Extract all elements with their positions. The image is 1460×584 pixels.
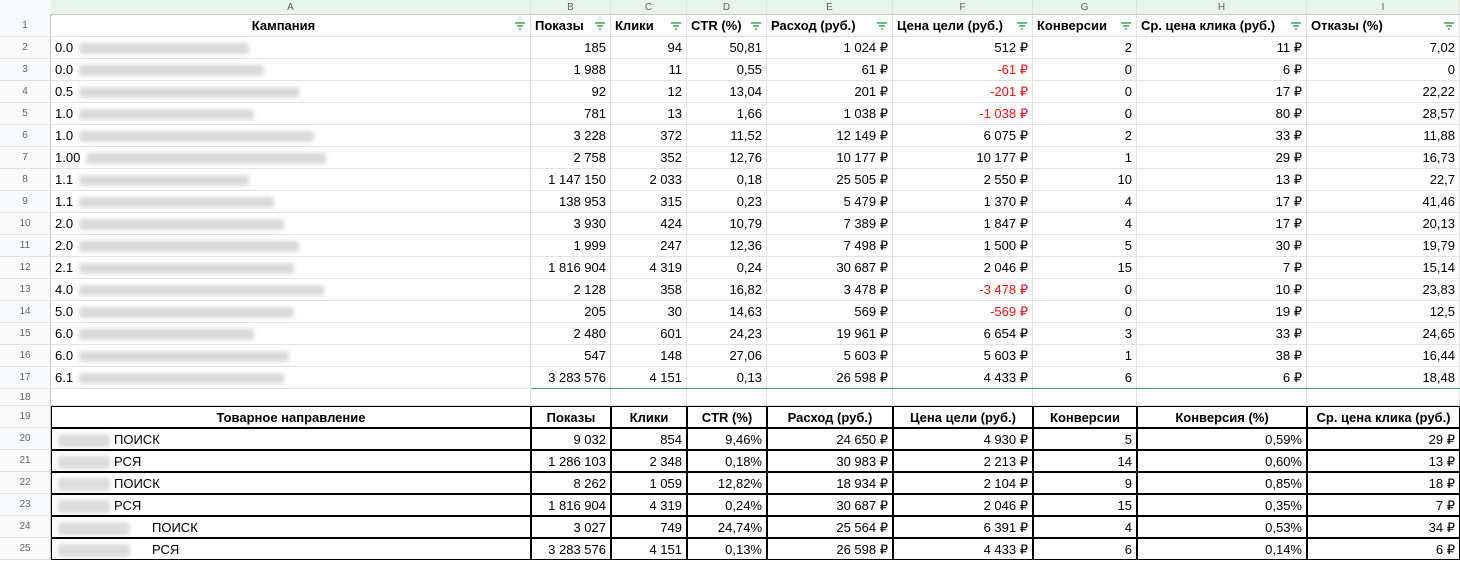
table2-cell[interactable]: 0,14% — [1137, 538, 1307, 560]
product-direction-cell[interactable] — [51, 494, 531, 516]
table2-cell[interactable]: 13 ₽ — [1307, 450, 1460, 472]
campaign-name-cell[interactable]: 1.0 — [51, 103, 531, 125]
table2-header-cell[interactable]: Расход (руб.) — [767, 406, 893, 428]
table2-cell[interactable]: 25 564 ₽ — [767, 516, 893, 538]
table1-cell[interactable]: 2 550 ₽ — [893, 169, 1033, 191]
product-channel-label: ПОИСК — [114, 432, 160, 447]
redacted-text — [58, 434, 110, 447]
table1-cell[interactable]: 0,55 — [687, 59, 767, 81]
table2-header-cell[interactable]: Показы — [531, 406, 611, 428]
table1-cell[interactable]: 16,44 — [1307, 345, 1460, 367]
table1-cell[interactable]: 7 ₽ — [1137, 257, 1307, 279]
table1-cell[interactable]: 23,83 — [1307, 279, 1460, 301]
campaign-name-cell[interactable]: 1.1 — [51, 169, 531, 191]
table1-cell[interactable]: 2 033 — [611, 169, 687, 191]
table1-cell[interactable]: 20,13 — [1307, 213, 1460, 235]
table1-cell[interactable]: 29 ₽ — [1137, 147, 1307, 169]
campaign-name-cell[interactable]: 4.0 — [51, 279, 531, 301]
table1-cell[interactable]: 30 — [611, 301, 687, 323]
table1-cell[interactable]: 33 ₽ — [1137, 125, 1307, 147]
row-header-9[interactable]: 9 — [0, 191, 51, 213]
table1-cell[interactable]: 3 930 — [531, 213, 611, 235]
redacted-text — [58, 456, 110, 469]
table2-cell[interactable]: 4 — [1033, 516, 1137, 538]
table1-cell[interactable]: 6 075 ₽ — [893, 125, 1033, 147]
table1-cell[interactable]: 4 433 ₽ — [893, 367, 1033, 389]
table1-header-cell[interactable]: Клики — [611, 15, 687, 37]
table1-cell[interactable]: 19 ₽ — [1137, 301, 1307, 323]
table1-cell[interactable]: 1 999 — [531, 235, 611, 257]
product-channel-label: РСЯ — [152, 542, 180, 557]
table2-cell[interactable]: 18 934 ₽ — [767, 472, 893, 494]
table1-cell[interactable]: 352 — [611, 147, 687, 169]
redacted-text — [58, 500, 110, 513]
table2-cell[interactable]: 6 391 ₽ — [893, 516, 1033, 538]
table1-cell[interactable]: 1 147 150 — [531, 169, 611, 191]
table2-cell[interactable]: 4 319 — [611, 494, 687, 516]
table1-cell[interactable]: -569 ₽ — [893, 301, 1033, 323]
table1-cell[interactable]: 50,81 — [687, 37, 767, 59]
table1-cell[interactable]: 1 988 — [531, 59, 611, 81]
table1-cell[interactable]: 26 598 ₽ — [767, 367, 893, 389]
column-header-c[interactable]: C — [611, 0, 687, 15]
table1-cell[interactable]: 6 — [1033, 367, 1137, 389]
row-header-16[interactable]: 16 — [0, 345, 51, 367]
redacted-text — [79, 263, 294, 274]
table1-cell[interactable]: 12,36 — [687, 235, 767, 257]
row-header-6[interactable]: 6 — [0, 125, 51, 147]
table2-header-cell[interactable]: Конверсия (%) — [1137, 406, 1307, 428]
product-channel-label: РСЯ — [114, 454, 142, 469]
table1-cell[interactable]: 30 687 ₽ — [767, 257, 893, 279]
redacted-text — [79, 373, 284, 384]
table2-cell[interactable]: 34 ₽ — [1307, 516, 1460, 538]
campaign-name-cell[interactable]: 5.0 — [51, 301, 531, 323]
redacted-text — [58, 544, 130, 557]
column-header-d[interactable]: D — [687, 0, 767, 15]
campaign-name-cell[interactable]: 1.00 — [51, 147, 531, 169]
redacted-text — [79, 65, 264, 76]
product-direction-cell[interactable] — [51, 516, 531, 538]
table1-cell[interactable]: -61 ₽ — [893, 59, 1033, 81]
table2-cell[interactable]: 4 930 ₽ — [893, 428, 1033, 450]
row-header-2[interactable]: 2 — [0, 37, 51, 59]
table2-cell[interactable]: 1 059 — [611, 472, 687, 494]
table1-cell[interactable]: 7 498 ₽ — [767, 235, 893, 257]
table1-cell[interactable]: 41,46 — [1307, 191, 1460, 213]
table2-cell[interactable]: 30 687 ₽ — [767, 494, 893, 516]
table1-cell[interactable]: 3 — [1033, 323, 1137, 345]
table2-cell[interactable]: 3 027 — [531, 516, 611, 538]
redacted-text — [79, 43, 249, 54]
table2-cell[interactable]: 0,18% — [687, 450, 767, 472]
row-header-14[interactable]: 14 — [0, 301, 51, 323]
table1-cell[interactable]: 0,24 — [687, 257, 767, 279]
row-header-11[interactable]: 11 — [0, 235, 51, 257]
table2-header-cell[interactable]: CTR (%) — [687, 406, 767, 428]
table1-cell[interactable]: 0 — [1033, 103, 1137, 125]
redacted-text — [79, 241, 299, 252]
select-all-corner[interactable] — [0, 0, 52, 16]
campaign-name-cell[interactable]: 6.0 — [51, 323, 531, 345]
table2-cell[interactable]: 9,46% — [687, 428, 767, 450]
table2-cell[interactable]: 14 — [1033, 450, 1137, 472]
table1-cell[interactable]: 61 ₽ — [767, 59, 893, 81]
table1-cell[interactable]: 22,22 — [1307, 81, 1460, 103]
table1-cell[interactable]: 0,18 — [687, 169, 767, 191]
table1-cell[interactable]: -1 038 ₽ — [893, 103, 1033, 125]
table1-cell[interactable]: 2 046 ₽ — [893, 257, 1033, 279]
table1-cell[interactable]: 6 ₽ — [1137, 367, 1307, 389]
table1-cell[interactable]: 7,02 — [1307, 37, 1460, 59]
filter-icon[interactable] — [1444, 22, 1454, 30]
table1-cell[interactable]: -201 ₽ — [893, 81, 1033, 103]
table1-cell[interactable]: 0 — [1033, 59, 1137, 81]
table1-cell[interactable]: 781 — [531, 103, 611, 125]
redacted-text — [79, 87, 299, 98]
table1-header-cell[interactable]: Расход (руб.) — [767, 15, 893, 37]
table1-cell[interactable]: 2 — [1033, 125, 1137, 147]
table1-cell[interactable]: 4 — [1033, 191, 1137, 213]
table1-cell[interactable]: 1 847 ₽ — [893, 213, 1033, 235]
table2-cell[interactable]: 0,35% — [1137, 494, 1307, 516]
table1-header-cell[interactable]: Показы — [531, 15, 611, 37]
table1-header-cell[interactable]: Цена цели (руб.) — [893, 15, 1033, 37]
table1-cell[interactable]: 315 — [611, 191, 687, 213]
table1-cell[interactable]: 13 — [611, 103, 687, 125]
table1-cell[interactable]: 12,5 — [1307, 301, 1460, 323]
table1-cell[interactable]: 1 024 ₽ — [767, 37, 893, 59]
table1-cell[interactable]: 16,73 — [1307, 147, 1460, 169]
filter-icon[interactable] — [671, 22, 681, 30]
row-header-25[interactable]: 25 — [0, 538, 51, 560]
table1-cell[interactable]: 0 — [1033, 301, 1137, 323]
table2-cell[interactable]: 2 213 ₽ — [893, 450, 1033, 472]
table1-cell[interactable]: 15,14 — [1307, 257, 1460, 279]
table1-cell[interactable]: -3 478 ₽ — [893, 279, 1033, 301]
table2-cell[interactable]: 0,53% — [1137, 516, 1307, 538]
table1-cell[interactable]: 16,82 — [687, 279, 767, 301]
product-direction-cell[interactable] — [51, 538, 531, 560]
empty-cell[interactable] — [767, 389, 893, 406]
table1-cell[interactable]: 148 — [611, 345, 687, 367]
table1-cell[interactable]: 12 149 ₽ — [767, 125, 893, 147]
empty-cell[interactable] — [611, 389, 687, 406]
table2-cell[interactable]: 0,13% — [687, 538, 767, 560]
table1-cell[interactable]: 92 — [531, 81, 611, 103]
table2-cell[interactable]: 24 650 ₽ — [767, 428, 893, 450]
row-header-20[interactable]: 20 — [0, 428, 51, 450]
filter-icon[interactable] — [595, 22, 605, 30]
campaign-name-cell[interactable]: 0.5 — [51, 81, 531, 103]
table1-cell[interactable]: 5 479 ₽ — [767, 191, 893, 213]
table1-cell[interactable]: 512 ₽ — [893, 37, 1033, 59]
campaign-name-cell[interactable]: 6.1 — [51, 367, 531, 389]
table2-cell[interactable]: 0,85% — [1137, 472, 1307, 494]
table2-cell[interactable]: 26 598 ₽ — [767, 538, 893, 560]
table2-header-cell[interactable]: Цена цели (руб.) — [893, 406, 1033, 428]
redacted-text — [79, 197, 274, 208]
table1-cell[interactable]: 205 — [531, 301, 611, 323]
table2-cell[interactable]: 0,59% — [1137, 428, 1307, 450]
campaign-name-cell[interactable]: 1.0 — [51, 125, 531, 147]
table1-cell[interactable]: 547 — [531, 345, 611, 367]
campaign-name-cell[interactable]: 1.1 — [51, 191, 531, 213]
empty-cell[interactable] — [1137, 389, 1307, 406]
table2-cell[interactable]: 1 816 904 — [531, 494, 611, 516]
table1-cell[interactable]: 13,04 — [687, 81, 767, 103]
table2-cell[interactable]: 2 046 ₽ — [893, 494, 1033, 516]
table1-header-cell[interactable]: CTR (%) — [687, 15, 767, 37]
table1-cell[interactable]: 569 ₽ — [767, 301, 893, 323]
table1-cell[interactable]: 12 — [611, 81, 687, 103]
redacted-text — [58, 522, 130, 535]
empty-cell[interactable] — [51, 389, 531, 406]
row-header-12[interactable]: 12 — [0, 257, 51, 279]
table2-cell[interactable]: 0,24% — [687, 494, 767, 516]
table1-cell[interactable]: 358 — [611, 279, 687, 301]
table1-cell[interactable]: 18,48 — [1307, 367, 1460, 389]
filter-icon[interactable] — [877, 22, 887, 30]
row-header-4[interactable]: 4 — [0, 81, 51, 103]
filter-icon[interactable] — [1291, 22, 1301, 30]
table2-cell[interactable]: 749 — [611, 516, 687, 538]
table1-cell[interactable]: 10 177 ₽ — [893, 147, 1033, 169]
table1-cell[interactable]: 12,76 — [687, 147, 767, 169]
table1-cell[interactable]: 2 — [1033, 37, 1137, 59]
filter-icon[interactable] — [515, 22, 525, 30]
table1-cell[interactable]: 4 319 — [611, 257, 687, 279]
table1-cell[interactable]: 13 ₽ — [1137, 169, 1307, 191]
table2-cell[interactable]: 24,74% — [687, 516, 767, 538]
table1-cell[interactable]: 5 — [1033, 235, 1137, 257]
table2-cell[interactable]: 9 032 — [531, 428, 611, 450]
table1-header-cell[interactable]: Кампания — [51, 15, 531, 37]
table1-cell[interactable]: 17 ₽ — [1137, 191, 1307, 213]
table1-header-cell[interactable]: Отказы (%) — [1307, 15, 1460, 37]
empty-cell[interactable] — [1033, 389, 1137, 406]
table1-cell[interactable]: 1 — [1033, 147, 1137, 169]
table1-cell[interactable]: 14,63 — [687, 301, 767, 323]
table2-cell[interactable]: 15 — [1033, 494, 1137, 516]
table2-header-cell[interactable]: Ср. цена клика (руб.) — [1307, 406, 1460, 428]
product-direction-cell[interactable] — [51, 450, 531, 472]
row-header-17[interactable]: 17 — [0, 367, 51, 389]
table2-cell[interactable]: 8 262 — [531, 472, 611, 494]
table2-cell[interactable]: 4 433 ₽ — [893, 538, 1033, 560]
table2-cell[interactable]: 2 104 ₽ — [893, 472, 1033, 494]
product-direction-cell[interactable] — [51, 428, 531, 450]
row-header-19[interactable]: 19 — [0, 406, 51, 428]
redacted-text — [79, 131, 314, 142]
table1-cell[interactable]: 0 — [1033, 279, 1137, 301]
table2-cell[interactable]: 30 983 ₽ — [767, 450, 893, 472]
table2-cell[interactable]: 18 ₽ — [1307, 472, 1460, 494]
table1-cell[interactable]: 372 — [611, 125, 687, 147]
redacted-text — [79, 351, 289, 362]
row-header-21[interactable]: 21 — [0, 450, 51, 472]
table1-cell[interactable]: 0,13 — [687, 367, 767, 389]
row-header-23[interactable]: 23 — [0, 494, 51, 516]
filter-icon[interactable] — [751, 22, 761, 30]
row-header-7[interactable]: 7 — [0, 147, 51, 169]
campaign-name-cell[interactable]: 2.0 — [51, 213, 531, 235]
table2-cell[interactable]: 4 151 — [611, 538, 687, 560]
table1-header-cell[interactable]: Конверсии — [1033, 15, 1137, 37]
table2-header-cell[interactable]: Товарное направление — [51, 406, 531, 428]
table2-cell[interactable]: 2 348 — [611, 450, 687, 472]
column-header-f[interactable]: F — [893, 0, 1033, 15]
row-header-10[interactable]: 10 — [0, 213, 51, 235]
table1-cell[interactable]: 6 ₽ — [1137, 59, 1307, 81]
redacted-text — [79, 329, 254, 340]
table2-cell[interactable]: 12,82% — [687, 472, 767, 494]
table1-cell[interactable]: 6 654 ₽ — [893, 323, 1033, 345]
table1-cell[interactable]: 1 816 904 — [531, 257, 611, 279]
table1-cell[interactable]: 5 603 ₽ — [767, 345, 893, 367]
column-header-b[interactable]: B — [531, 0, 611, 15]
table1-cell[interactable]: 19,79 — [1307, 235, 1460, 257]
empty-cell[interactable] — [531, 389, 611, 406]
table1-cell[interactable]: 15 — [1033, 257, 1137, 279]
table1-cell[interactable]: 22,7 — [1307, 169, 1460, 191]
table1-cell[interactable]: 19 961 ₽ — [767, 323, 893, 345]
row-header-5[interactable]: 5 — [0, 103, 51, 125]
table1-cell[interactable]: 424 — [611, 213, 687, 235]
product-channel-label: ПОИСК — [114, 476, 160, 491]
table1-cell[interactable]: 80 ₽ — [1137, 103, 1307, 125]
table1-cell[interactable]: 2 480 — [531, 323, 611, 345]
redacted-text — [79, 285, 324, 296]
empty-cell[interactable] — [687, 389, 767, 406]
table1-cell[interactable]: 17 ₽ — [1137, 81, 1307, 103]
campaign-name-cell[interactable]: 2.0 — [51, 235, 531, 257]
table1-cell[interactable]: 3 228 — [531, 125, 611, 147]
table2-cell[interactable]: 6 — [1033, 538, 1137, 560]
redacted-text — [58, 478, 110, 491]
table1-cell[interactable]: 3 283 576 — [531, 367, 611, 389]
row-header-15[interactable]: 15 — [0, 323, 51, 345]
table2-cell[interactable]: 9 — [1033, 472, 1137, 494]
campaign-name-cell[interactable]: 6.0 — [51, 345, 531, 367]
redacted-text — [79, 307, 294, 318]
redacted-text — [79, 175, 249, 186]
table1-cell[interactable]: 138 953 — [531, 191, 611, 213]
table1-cell[interactable]: 0,23 — [687, 191, 767, 213]
column-header-i[interactable]: I — [1307, 0, 1460, 15]
table1-cell[interactable]: 11,88 — [1307, 125, 1460, 147]
table1-cell[interactable]: 30 ₽ — [1137, 235, 1307, 257]
table1-cell[interactable]: 11 ₽ — [1137, 37, 1307, 59]
table2-header-cell[interactable]: Клики — [611, 406, 687, 428]
table1-cell[interactable]: 10 — [1033, 169, 1137, 191]
table1-cell[interactable]: 1 — [1033, 345, 1137, 367]
table2-cell[interactable]: 5 — [1033, 428, 1137, 450]
empty-cell[interactable] — [893, 389, 1033, 406]
table2-cell[interactable]: 854 — [611, 428, 687, 450]
campaign-name-cell[interactable]: 0.0 — [51, 37, 531, 59]
table1-cell[interactable]: 24,23 — [687, 323, 767, 345]
row-header-13[interactable]: 13 — [0, 279, 51, 301]
table1-cell[interactable]: 10 ₽ — [1137, 279, 1307, 301]
redacted-text — [79, 109, 254, 120]
table1-cell[interactable]: 11,52 — [687, 125, 767, 147]
row-header-24[interactable]: 24 — [0, 516, 51, 538]
row-header-18[interactable]: 18 — [0, 389, 51, 406]
table1-cell[interactable]: 17 ₽ — [1137, 213, 1307, 235]
campaign-name-cell[interactable]: 0.0 — [51, 59, 531, 81]
campaign-name-cell[interactable]: 2.1 — [51, 257, 531, 279]
table1-cell[interactable]: 11 — [611, 59, 687, 81]
table1-cell[interactable]: 10,79 — [687, 213, 767, 235]
table1-cell[interactable]: 1,66 — [687, 103, 767, 125]
product-channel-label: ПОИСК — [152, 520, 198, 535]
table1-cell[interactable]: 601 — [611, 323, 687, 345]
table1-cell[interactable]: 3 478 ₽ — [767, 279, 893, 301]
table2-header-cell[interactable]: Конверсии — [1033, 406, 1137, 428]
row-header-22[interactable]: 22 — [0, 472, 51, 494]
table1-cell[interactable]: 10 177 ₽ — [767, 147, 893, 169]
table1-cell[interactable]: 24,65 — [1307, 323, 1460, 345]
column-header-h[interactable]: H — [1137, 0, 1307, 15]
table1-cell[interactable]: 0 — [1033, 81, 1137, 103]
table1-cell[interactable]: 4 151 — [611, 367, 687, 389]
table1-cell[interactable]: 27,06 — [687, 345, 767, 367]
table1-cell[interactable]: 25 505 ₽ — [767, 169, 893, 191]
column-header-e[interactable]: E — [767, 0, 893, 15]
table2-cell[interactable]: 0,60% — [1137, 450, 1307, 472]
table1-cell[interactable]: 1 370 ₽ — [893, 191, 1033, 213]
column-header-g[interactable]: G — [1033, 0, 1137, 15]
product-channel-label: РСЯ — [114, 498, 142, 513]
row-header-8[interactable]: 8 — [0, 169, 51, 191]
product-direction-cell[interactable] — [51, 472, 531, 494]
table1-cell[interactable]: 1 038 ₽ — [767, 103, 893, 125]
table1-cell[interactable]: 4 — [1033, 213, 1137, 235]
table2-cell[interactable]: 6 ₽ — [1307, 538, 1460, 560]
table2-cell[interactable]: 1 286 103 — [531, 450, 611, 472]
filter-icon[interactable] — [1121, 22, 1131, 30]
row-header-1[interactable]: 1 — [0, 15, 51, 37]
table2-cell[interactable]: 3 283 576 — [531, 538, 611, 560]
redacted-text — [86, 153, 326, 164]
table1-cell[interactable]: 33 ₽ — [1137, 323, 1307, 345]
table1-cell[interactable]: 28,57 — [1307, 103, 1460, 125]
table1-cell[interactable]: 2 758 — [531, 147, 611, 169]
table1-cell[interactable]: 247 — [611, 235, 687, 257]
table1-cell[interactable]: 0 — [1307, 59, 1460, 81]
filter-icon[interactable] — [1017, 22, 1027, 30]
row-header-3[interactable]: 3 — [0, 59, 51, 81]
redacted-text — [79, 219, 284, 230]
column-header-a[interactable]: A — [51, 0, 531, 15]
table1-cell[interactable]: 38 ₽ — [1137, 345, 1307, 367]
table1-cell[interactable]: 1 500 ₽ — [893, 235, 1033, 257]
table1-cell[interactable]: 5 603 ₽ — [893, 345, 1033, 367]
empty-cell[interactable] — [1307, 389, 1460, 406]
table1-header-cell[interactable]: Ср. цена клика (руб.) — [1137, 15, 1307, 37]
table1-cell[interactable]: 7 389 ₽ — [767, 213, 893, 235]
table1-cell[interactable]: 94 — [611, 37, 687, 59]
table1-cell[interactable]: 201 ₽ — [767, 81, 893, 103]
table1-cell[interactable]: 185 — [531, 37, 611, 59]
table1-cell[interactable]: 2 128 — [531, 279, 611, 301]
table2-cell[interactable]: 29 ₽ — [1307, 428, 1460, 450]
table2-cell[interactable]: 7 ₽ — [1307, 494, 1460, 516]
